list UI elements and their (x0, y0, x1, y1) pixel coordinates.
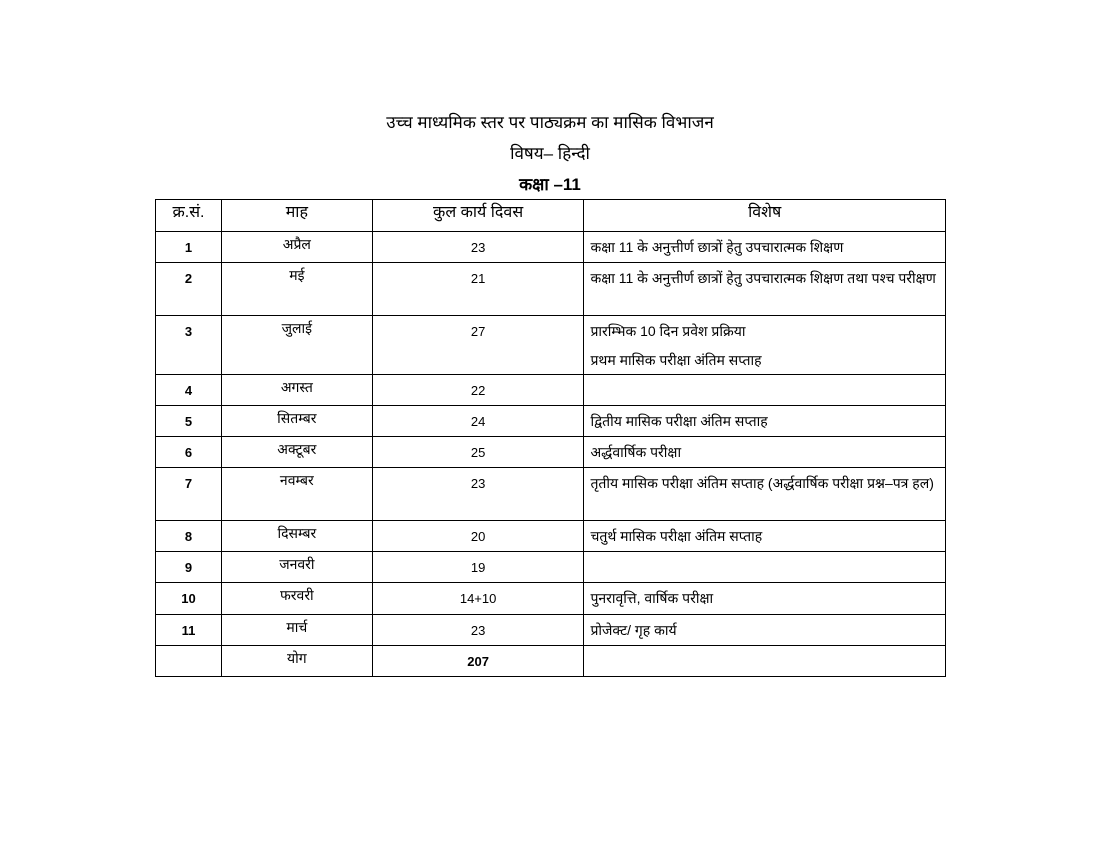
working-days-cell: 19 (372, 552, 584, 583)
working-days-cell: 23 (372, 232, 584, 263)
subject-heading: विषय– हिन्दी (510, 144, 590, 163)
month-cell: जुलाई (221, 316, 372, 375)
working-days-cell: 20 (372, 521, 584, 552)
serial-cell: 11 (156, 615, 222, 646)
total-days: 207 (372, 646, 584, 677)
column-header-serial: क्र.सं. (156, 200, 222, 232)
table-row (156, 583, 946, 615)
remark-line: चतुर्थ मासिक परीक्षा अंतिम सप्ताह (590, 528, 763, 544)
serial-cell: 7 (156, 468, 222, 521)
document-title: उच्च माध्यमिक स्तर पर पाठ्यक्रम का मासिक विभाजन (386, 113, 714, 132)
month-cell: अप्रैल (221, 232, 372, 263)
remarks-cell (584, 263, 946, 316)
total-label: योग (221, 646, 372, 677)
total-row (156, 646, 946, 677)
table-row (156, 615, 946, 646)
table-header-row (156, 200, 946, 232)
remarks-cell (584, 375, 946, 406)
remark-line: कक्षा 11 के अनुत्तीर्ण छात्रों हेतु उपचारात्मक शिक्षण (590, 239, 844, 255)
table-row (156, 552, 946, 583)
serial-cell: 5 (156, 406, 222, 437)
remarks-cell (584, 615, 946, 646)
table-row (156, 375, 946, 406)
remark-line: प्रथम मासिक परीक्षा अंतिम सप्ताह (590, 352, 762, 368)
working-days-cell: 24 (372, 406, 584, 437)
table-row (156, 437, 946, 468)
month-cell: जनवरी (221, 552, 372, 583)
table-row (156, 263, 946, 316)
table-row (156, 521, 946, 552)
serial-cell: 3 (156, 316, 222, 375)
table-row (156, 232, 946, 263)
table-row (156, 468, 946, 521)
month-cell: सितम्बर (221, 406, 372, 437)
remark-line: तृतीय मासिक परीक्षा अंतिम सप्ताह (अर्द्धवार्षिक परीक्षा प्रश्न–पत्र हल) (590, 475, 934, 491)
working-days-cell: 23 (372, 468, 584, 521)
serial-cell: 4 (156, 375, 222, 406)
remark-line: द्वितीय मासिक परीक्षा अंतिम सप्ताह (590, 413, 768, 429)
class-heading: कक्षा –11 (519, 175, 581, 194)
remarks-cell (584, 316, 946, 375)
remarks-cell (584, 406, 946, 437)
serial-cell: 10 (156, 583, 222, 615)
month-cell: दिसम्बर (221, 521, 372, 552)
column-header-month: माह (221, 200, 372, 232)
remark-line: प्रोजेक्ट/ गृह कार्य (590, 622, 677, 638)
serial-cell: 8 (156, 521, 222, 552)
remarks-cell (584, 468, 946, 521)
remarks-cell (584, 583, 946, 615)
remarks-cell (584, 552, 946, 583)
serial-cell: 2 (156, 263, 222, 316)
month-cell: फरवरी (221, 583, 372, 615)
working-days-cell: 23 (372, 615, 584, 646)
serial-cell: 9 (156, 552, 222, 583)
table-row (156, 406, 946, 437)
working-days-cell: 14+10 (372, 583, 584, 615)
working-days-cell: 21 (372, 263, 584, 316)
remark-line: कक्षा 11 के अनुत्तीर्ण छात्रों हेतु उपचारात्मक शिक्षण तथा पश्च परीक्षण (590, 270, 936, 286)
remark-line: अर्द्धवार्षिक परीक्षा (590, 444, 682, 460)
serial-cell (156, 646, 222, 677)
month-cell: अगस्त (221, 375, 372, 406)
monthly-syllabus-table (155, 199, 946, 677)
column-header-remarks: विशेष (584, 200, 946, 232)
column-header-working-days: कुल कार्य दिवस (372, 200, 584, 232)
table-row (156, 316, 946, 375)
month-cell: मार्च (221, 615, 372, 646)
remarks-cell (584, 437, 946, 468)
remarks-cell (584, 521, 946, 552)
month-cell: मई (221, 263, 372, 316)
remark-line: प्रारम्भिक 10 दिन प्रवेश प्रक्रिया (590, 323, 746, 339)
serial-cell: 1 (156, 232, 222, 263)
remarks-cell (584, 646, 946, 677)
working-days-cell: 22 (372, 375, 584, 406)
remarks-cell (584, 232, 946, 263)
month-cell: नवम्बर (221, 468, 372, 521)
remark-line: पुनरावृत्ति, वार्षिक परीक्षा (590, 590, 714, 606)
serial-cell: 6 (156, 437, 222, 468)
working-days-cell: 25 (372, 437, 584, 468)
month-cell: अक्टूबर (221, 437, 372, 468)
working-days-cell: 27 (372, 316, 584, 375)
